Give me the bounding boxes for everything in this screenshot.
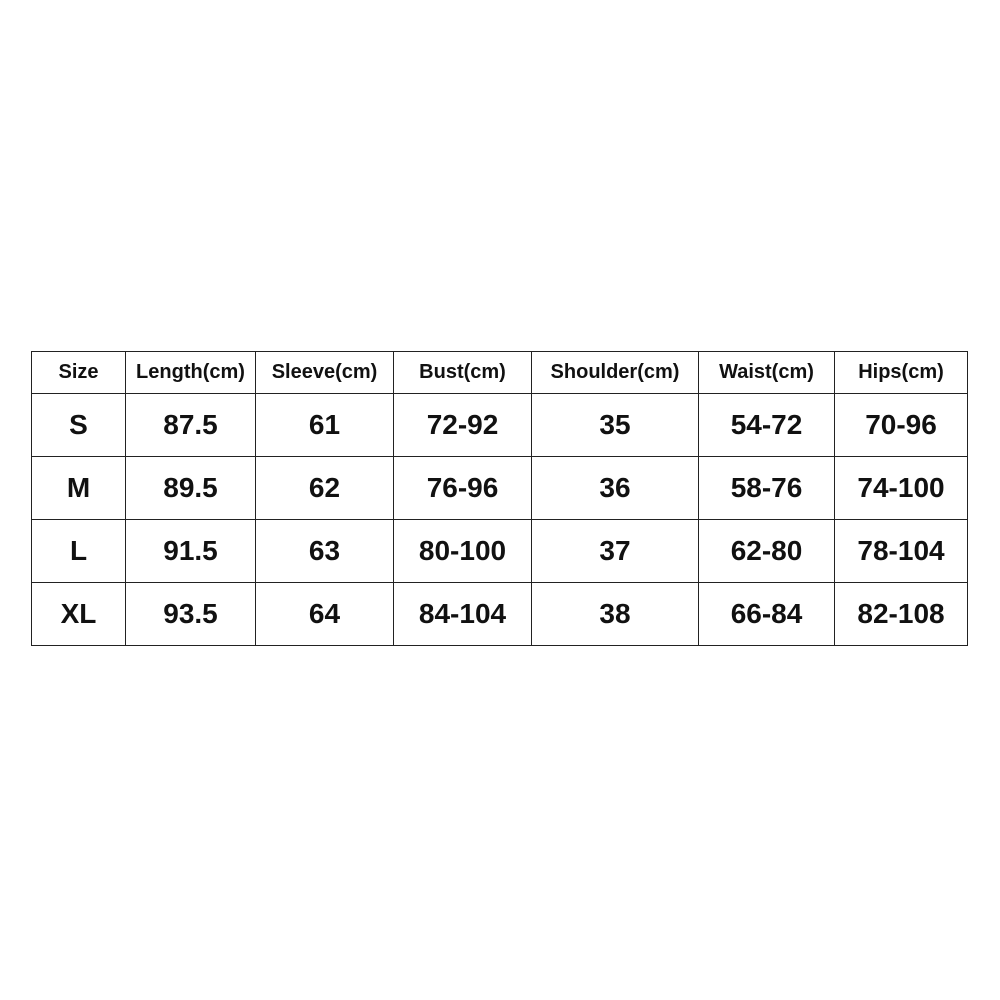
cell-size: M xyxy=(32,457,126,520)
cell-waist: 66-84 xyxy=(699,583,835,646)
cell-bust: 84-104 xyxy=(394,583,532,646)
cell-length: 89.5 xyxy=(126,457,256,520)
cell-length: 87.5 xyxy=(126,394,256,457)
cell-shoulder: 38 xyxy=(532,583,699,646)
size-chart-table xyxy=(31,351,968,646)
table-header xyxy=(32,352,968,394)
cell-hips: 82-108 xyxy=(835,583,968,646)
cell-length: 91.5 xyxy=(126,520,256,583)
cell-shoulder: 37 xyxy=(532,520,699,583)
header-sleeve: Sleeve(cm) xyxy=(256,352,394,394)
cell-sleeve: 64 xyxy=(256,583,394,646)
cell-waist: 58-76 xyxy=(699,457,835,520)
cell-size: L xyxy=(32,520,126,583)
table-body xyxy=(32,394,968,646)
cell-hips: 74-100 xyxy=(835,457,968,520)
cell-hips: 78-104 xyxy=(835,520,968,583)
cell-waist: 54-72 xyxy=(699,394,835,457)
cell-waist: 62-80 xyxy=(699,520,835,583)
cell-bust: 76-96 xyxy=(394,457,532,520)
cell-shoulder: 35 xyxy=(532,394,699,457)
table-row xyxy=(32,520,968,583)
cell-sleeve: 63 xyxy=(256,520,394,583)
cell-shoulder: 36 xyxy=(532,457,699,520)
cell-sleeve: 62 xyxy=(256,457,394,520)
cell-size: XL xyxy=(32,583,126,646)
header-bust: Bust(cm) xyxy=(394,352,532,394)
cell-size: S xyxy=(32,394,126,457)
table-row xyxy=(32,583,968,646)
cell-length: 93.5 xyxy=(126,583,256,646)
cell-bust: 72-92 xyxy=(394,394,532,457)
header-length: Length(cm) xyxy=(126,352,256,394)
header-waist: Waist(cm) xyxy=(699,352,835,394)
header-hips: Hips(cm) xyxy=(835,352,968,394)
cell-bust: 80-100 xyxy=(394,520,532,583)
table-row xyxy=(32,457,968,520)
table-row xyxy=(32,394,968,457)
header-shoulder: Shoulder(cm) xyxy=(532,352,699,394)
cell-hips: 70-96 xyxy=(835,394,968,457)
header-row xyxy=(32,352,968,394)
header-size: Size xyxy=(32,352,126,394)
cell-sleeve: 61 xyxy=(256,394,394,457)
